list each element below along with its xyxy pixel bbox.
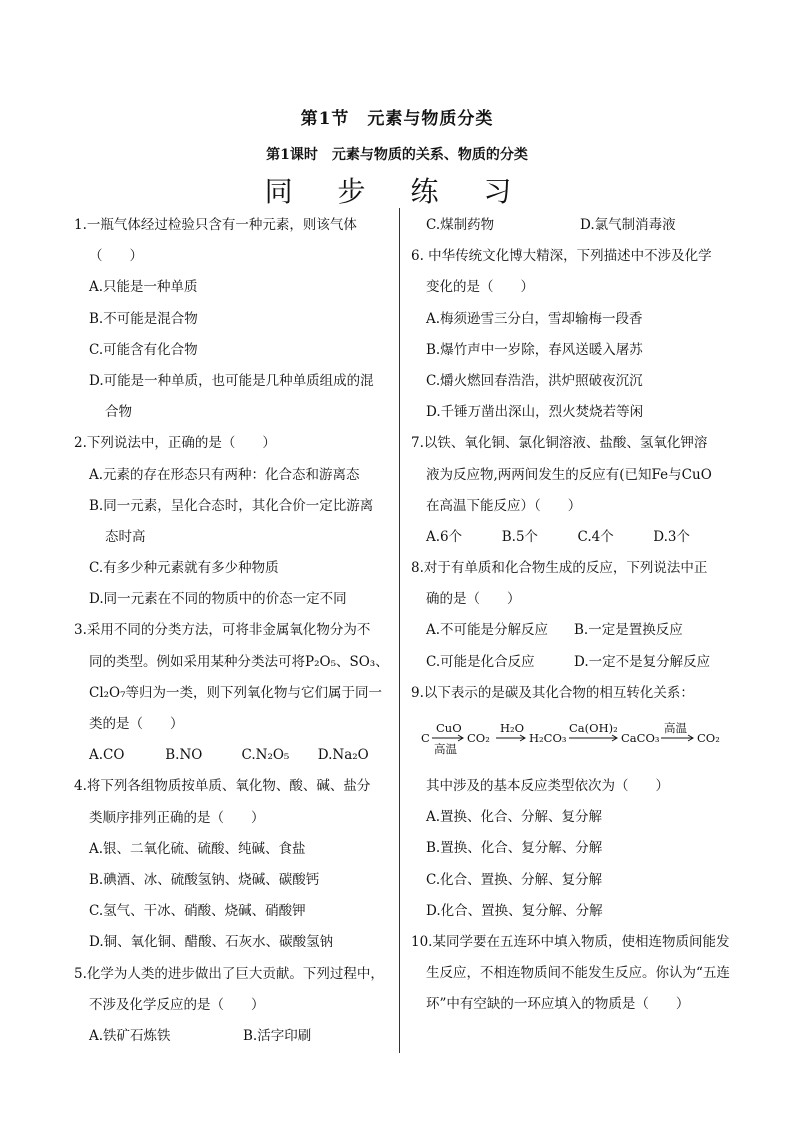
q2-option-b-cont: 态时高 [105,528,146,545]
chain-reagent-cuo: CuO [436,721,462,735]
q5-option-b: B.活字印刷 [243,1027,312,1044]
q7-option-b: B.5个 [501,528,539,545]
q1-option-c: C.可能含有化合物 [89,341,198,358]
chain-condition-heat-2: 高温 [664,721,687,735]
q4-stem-2: 类顺序排列正确的是（ ） [89,809,265,826]
q6-option-b: B.爆竹声中一岁除，春风送暖入屠苏 [426,341,643,358]
q3-stem-3: Cl₂O₇等归为一类，则下列氧化物与它们属于同一 [89,684,383,701]
q3-stem: 3.采用不同的分类方法，可将非金属氧化物分为不 [74,622,371,639]
q7-option-a: A.6个 [426,528,463,545]
q7-stem: 7.以铁、氧化铜、氯化铜溶液、盐酸、氢氧化钾溶 [411,435,708,452]
q7-stem-3: 在高温下能反应）（ ） [426,497,582,514]
q1-option-d-cont: 合物 [105,404,132,421]
q2-option-d: D.同一元素在不同的物质中的价态一定不同 [89,591,347,608]
q8-stem-2: 确的是（ ） [426,591,521,608]
q9-stem-2: 其中涉及的基本反应类型依次为（ ） [426,778,669,794]
q10-stem-2: 生反应，不相连物质间不能发生反应。你认为“五连 [426,965,730,982]
q4-stem: 4.将下列各组物质按单质、氧化物、酸、碱、盐分 [74,778,371,795]
q9-option-c: C.化合、置换、分解、复分解 [426,871,603,888]
q3-options [74,740,394,771]
q1-option-a: A.只能是一种单质 [89,279,198,296]
q8-option-d: D.一定不是复分解反应 [574,653,711,670]
lesson-title: 第1课时 元素与物质的关系、物质的分类 [266,147,528,163]
chain-species-caco3: CaCO₃ [621,731,660,745]
q1-stem: 1.一瓶气体经过检验只含有一种元素，则该气体 [74,217,357,233]
q6-option-a: A.梅须逊雪三分白，雪却输梅一段香 [426,310,643,327]
q10-stem-3: 环”中有空缺的一环应填入的物质是（ ） [426,996,690,1013]
q6-option-d: D.千锤万凿出深山，烈火焚烧若等闲 [426,404,644,421]
q7-options [411,522,729,553]
chain-species-co2: CO₂ [467,731,490,745]
q2-option-c: C.有多少种元素就有多少种物质 [89,560,279,577]
q9-option-d: D.化合、置换、复分解、分解 [426,902,603,919]
q7-option-c: C.4个 [577,528,614,545]
q7-stem-2: 液为反应物,两两间发生的反应有(已知Fe与CuO [426,466,712,483]
right-column [411,210,729,1021]
q8-option-c: C.可能是化合反应 [426,653,535,670]
q3-option-d: D.Na₂O [317,747,369,764]
q5-options [74,1021,394,1052]
q5-option-a: A.铁矿石炼铁 [89,1027,171,1044]
q9-reaction-chain [411,709,729,771]
q10-stem: 10.某同学要在五连环中填入物质，使相连物质间能发 [411,933,730,950]
q5-options-cont [411,210,729,241]
q8-options-ab [411,615,729,646]
q1-stem-2: （ ） [89,248,143,265]
q6-option-c: C.爝火燃回春浩浩，洪炉照破夜沉沉 [426,372,643,389]
q8-option-a: A.不可能是分解反应 [426,622,549,639]
q8-option-b: B.一定是置换反应 [574,622,683,639]
q4-option-b: B.碘酒、冰、硫酸氢钠、烧碱、碳酸钙 [89,871,320,888]
q3-stem-2: 同的类型。例如采用某种分类法可将P₂O₅、SO₃、 [89,653,389,670]
q8-options-cd [411,647,729,678]
chain-species-c: C [421,731,430,745]
q3-option-a: A.CO [89,747,125,764]
q4-option-c: C.氢气、干冰、硝酸、烧碱、硝酸钾 [89,903,306,920]
q6-stem-2: 变化的是（ ） [426,279,534,296]
section-title: 第1节 元素与物质分类 [300,109,494,129]
chain-reagent-caoh2: Ca(OH)₂ [569,721,618,735]
q1-option-b: B.不可能是混合物 [89,310,198,327]
banner-title: 同 步 练 习 [264,175,530,208]
q5-option-d: D.氯气制消毒液 [580,217,676,233]
q3-stem-4: 类的是（ ） [89,716,184,732]
q8-stem: 8.对于有单质和化合物生成的反应，下列说法中正 [411,560,708,577]
q2-option-b: B.同一元素，呈化合态时，其化合价一定比游离 [89,497,374,514]
q9-option-b: B.置换、化合、复分解、分解 [426,840,603,857]
q2-stem: 2.下列说法中，正确的是（ ） [74,435,276,452]
q3-option-b: B.NO [165,747,203,764]
chain-species-h2co3: H₂CO₃ [529,731,567,745]
q4-option-d: D.铜、氧化铜、醋酸、石灰水、碳酸氢钠 [89,934,334,951]
q2-option-a: A.元素的存在形态只有两种：化合态和游离态 [89,466,360,483]
q4-option-a: A.银、二氧化硫、硫酸、纯碱、食盐 [89,840,306,857]
column-divider [399,208,400,1053]
chain-species-co2-final: CO₂ [697,731,720,745]
chain-condition-heat-1: 高温 [434,742,457,756]
q5-stem: 5.化学为人类的进步做出了巨大贡献。下列过程中， [74,965,384,982]
q5-option-c: C.煤制药物 [426,217,495,233]
q9-stem: 9.以下表示的是碳及其化合物的相互转化关系： [411,684,694,701]
q3-option-c: C.N₂O₅ [241,747,290,764]
reaction-chain-diagram [421,715,721,765]
left-column [74,210,394,1052]
q6-stem: 6. 中华传统文化博大精深，下列描述中不涉及化学 [411,248,712,265]
q5-stem-2: 不涉及化学反应的是（ ） [89,996,265,1013]
q9-option-a: A.置换、化合、分解、复分解 [426,809,603,826]
chain-reagent-h2o: H₂O [500,721,525,735]
q1-option-d: D.可能是一种单质，也可能是几种单质组成的混 [89,372,374,389]
q7-option-d: D.3个 [653,528,690,545]
